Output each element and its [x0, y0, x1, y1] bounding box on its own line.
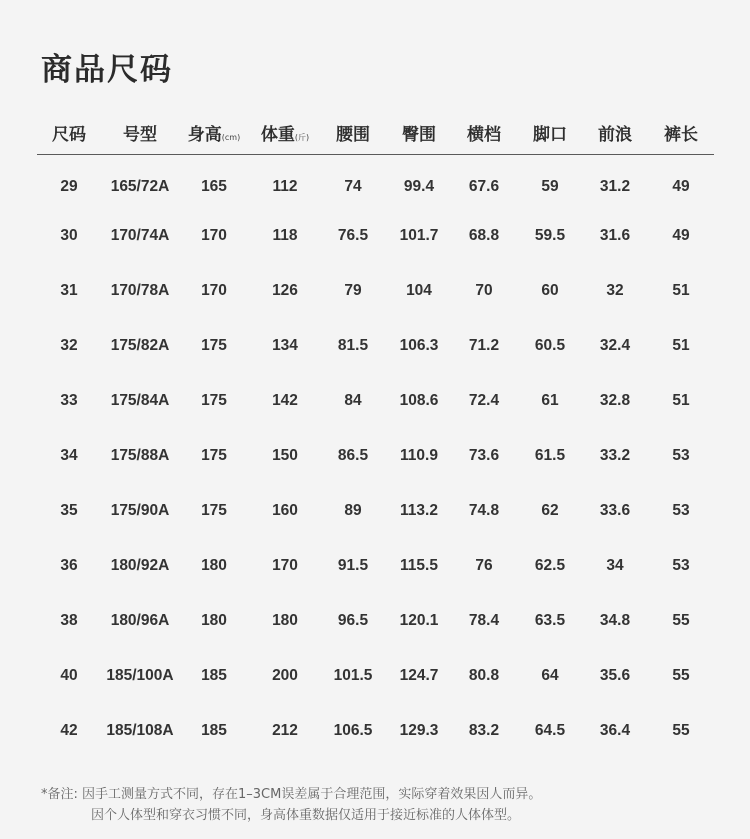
table-cell: 60.5	[534, 337, 566, 354]
table-cell: 113.2	[400, 502, 438, 519]
table-cell: 67.6	[468, 178, 500, 195]
table-cell: 78.4	[468, 612, 500, 629]
table-cell: 55	[672, 612, 690, 629]
table-cell: 175	[201, 337, 227, 354]
table-cell: 106.3	[399, 337, 439, 354]
table-cell: 106.5	[333, 722, 373, 739]
column-header-label: 身高	[187, 125, 222, 145]
table-cell: 185/108A	[106, 722, 174, 739]
table-cell: 29	[60, 178, 78, 195]
table-row	[37, 551, 714, 581]
table-cell: 63.5	[534, 612, 566, 629]
column-header	[598, 120, 632, 145]
column-header-label: 号型	[123, 125, 157, 145]
table-cell: 118	[272, 227, 298, 244]
table-cell: 32	[60, 337, 78, 354]
table-cell: 185/100A	[106, 667, 174, 684]
table-cell: 99.4	[403, 178, 435, 195]
table-cell: 104	[406, 282, 432, 299]
column-header	[664, 120, 698, 145]
table-cell: 175	[201, 502, 227, 519]
table-cell: 170	[201, 227, 227, 244]
table-cell: 76.5	[337, 227, 369, 244]
table-cell: 83.2	[468, 722, 500, 739]
table-cell: 142	[272, 392, 298, 409]
table-row	[37, 441, 714, 471]
table-cell: 124.7	[399, 667, 439, 684]
table-cell: 185	[201, 722, 227, 739]
table-cell: 134	[272, 337, 298, 354]
column-header	[467, 120, 501, 145]
table-cell: 33.2	[599, 447, 631, 464]
table-cell: 72.4	[468, 392, 500, 409]
table-cell: 175/84A	[110, 392, 170, 409]
table-cell: 126	[272, 282, 298, 299]
table-cell: 55	[672, 667, 690, 684]
table-cell: 34.8	[599, 612, 631, 629]
table-cell: 53	[672, 502, 690, 519]
table-cell: 150	[272, 447, 298, 464]
table-cell: 160	[272, 502, 298, 519]
table-cell: 175/88A	[110, 447, 170, 464]
table-row	[37, 172, 714, 202]
table-header-row	[37, 116, 714, 148]
column-header-label: 脚口	[533, 125, 567, 145]
note-line-2: 因个人体型和穿衣习惯不同，身高体重数据仅适用于接近标准的人体体型。	[91, 808, 521, 823]
table-cell: 62.5	[534, 557, 566, 574]
table-cell: 101.7	[399, 227, 439, 244]
column-header-label: 体重	[260, 125, 295, 145]
table-cell: 30	[60, 227, 78, 244]
table-cell: 212	[272, 722, 298, 739]
table-cell: 180	[201, 612, 227, 629]
column-header	[402, 120, 436, 145]
column-header-unit: (cm)	[221, 133, 241, 142]
table-cell: 35.6	[599, 667, 631, 684]
table-cell: 33	[60, 392, 78, 409]
table-cell: 31.6	[599, 227, 631, 244]
table-cell: 38	[60, 612, 78, 629]
table-cell: 129.3	[399, 722, 439, 739]
table-cell: 74	[344, 178, 362, 195]
table-cell: 180	[272, 612, 298, 629]
column-header	[188, 120, 240, 145]
table-cell: 32.8	[599, 392, 631, 409]
table-cell: 64.5	[534, 722, 566, 739]
table-row	[37, 386, 714, 416]
column-header-label: 横档	[467, 125, 501, 145]
table-cell: 61	[541, 392, 559, 409]
column-header-label: 腰围	[336, 125, 370, 145]
table-cell: 59.5	[534, 227, 566, 244]
table-cell: 108.6	[399, 392, 439, 409]
notes	[41, 784, 541, 826]
table-cell: 70	[475, 282, 493, 299]
table-cell: 36	[60, 557, 78, 574]
table-cell: 200	[272, 667, 298, 684]
table-cell: 51	[672, 282, 690, 299]
table-cell: 68.8	[468, 227, 500, 244]
table-cell: 115.5	[400, 557, 438, 574]
table-cell: 180/96A	[110, 612, 170, 629]
column-header	[123, 120, 157, 145]
table-row	[37, 661, 714, 691]
table-cell: 91.5	[337, 557, 369, 574]
table-cell: 34	[606, 557, 624, 574]
table-cell: 180	[201, 557, 227, 574]
table-cell: 51	[672, 392, 690, 409]
table-cell: 59	[541, 178, 559, 195]
table-cell: 175/90A	[110, 502, 170, 519]
table-row	[37, 331, 714, 361]
table-cell: 53	[672, 447, 690, 464]
table-cell: 170/78A	[110, 282, 170, 299]
table-cell: 175	[201, 392, 227, 409]
table-cell: 170/74A	[110, 227, 170, 244]
table-cell: 61.5	[534, 447, 566, 464]
table-cell: 33.6	[599, 502, 631, 519]
table-cell: 84	[344, 392, 362, 409]
table-cell: 55	[672, 722, 690, 739]
column-header	[261, 120, 309, 145]
table-cell: 110.9	[400, 447, 438, 464]
column-header-label: 尺码	[52, 125, 86, 145]
table-cell: 62	[541, 502, 559, 519]
column-header-label: 裤长	[664, 125, 698, 145]
table-cell: 80.8	[468, 667, 500, 684]
table-cell: 170	[201, 282, 227, 299]
table-cell: 31	[60, 282, 78, 299]
header-divider	[37, 154, 714, 155]
table-cell: 170	[272, 557, 298, 574]
table-row	[37, 496, 714, 526]
table-cell: 101.5	[333, 667, 373, 684]
table-cell: 60	[541, 282, 559, 299]
table-cell: 49	[672, 178, 690, 195]
table-cell: 35	[60, 502, 78, 519]
column-header-unit: (斤)	[294, 133, 310, 142]
column-header-label: 臀围	[402, 125, 436, 145]
table-cell: 165/72A	[110, 178, 170, 195]
table-row	[37, 716, 714, 746]
table-cell: 120.1	[399, 612, 439, 629]
table-cell: 76	[475, 557, 493, 574]
table-cell: 42	[60, 722, 78, 739]
table-cell: 32	[606, 282, 624, 299]
table-cell: 53	[672, 557, 690, 574]
table-cell: 71.2	[468, 337, 500, 354]
note-line-1: *备注: 因手工测量方式不同，存在1–3CM误差属于合理范围，实际穿着效果因人而异。	[41, 787, 542, 802]
table-cell: 165	[201, 178, 227, 195]
table-cell: 74.8	[468, 502, 500, 519]
table-cell: 96.5	[337, 612, 369, 629]
table-cell: 73.6	[468, 447, 500, 464]
table-row	[37, 276, 714, 306]
table-cell: 175	[201, 447, 227, 464]
table-cell: 64	[541, 667, 559, 684]
table-cell: 49	[672, 227, 690, 244]
table-cell: 89	[344, 502, 362, 519]
table-cell: 86.5	[337, 447, 369, 464]
table-cell: 40	[60, 667, 78, 684]
table-cell: 112	[272, 178, 298, 195]
table-row	[37, 606, 714, 636]
table-cell: 180/92A	[110, 557, 170, 574]
table-cell: 51	[672, 337, 690, 354]
table-row	[37, 221, 714, 251]
table-cell: 79	[344, 282, 362, 299]
column-header-label: 前浪	[598, 125, 632, 145]
table-cell: 31.2	[599, 178, 631, 195]
page-title: 商品尺码	[41, 52, 173, 88]
table-cell: 185	[201, 667, 227, 684]
table-cell: 36.4	[599, 722, 631, 739]
column-header	[52, 120, 86, 145]
column-header	[533, 120, 567, 145]
table-cell: 32.4	[599, 337, 631, 354]
table-cell: 34	[60, 447, 78, 464]
column-header	[336, 120, 370, 145]
table-cell: 175/82A	[110, 337, 170, 354]
table-cell: 81.5	[337, 337, 369, 354]
